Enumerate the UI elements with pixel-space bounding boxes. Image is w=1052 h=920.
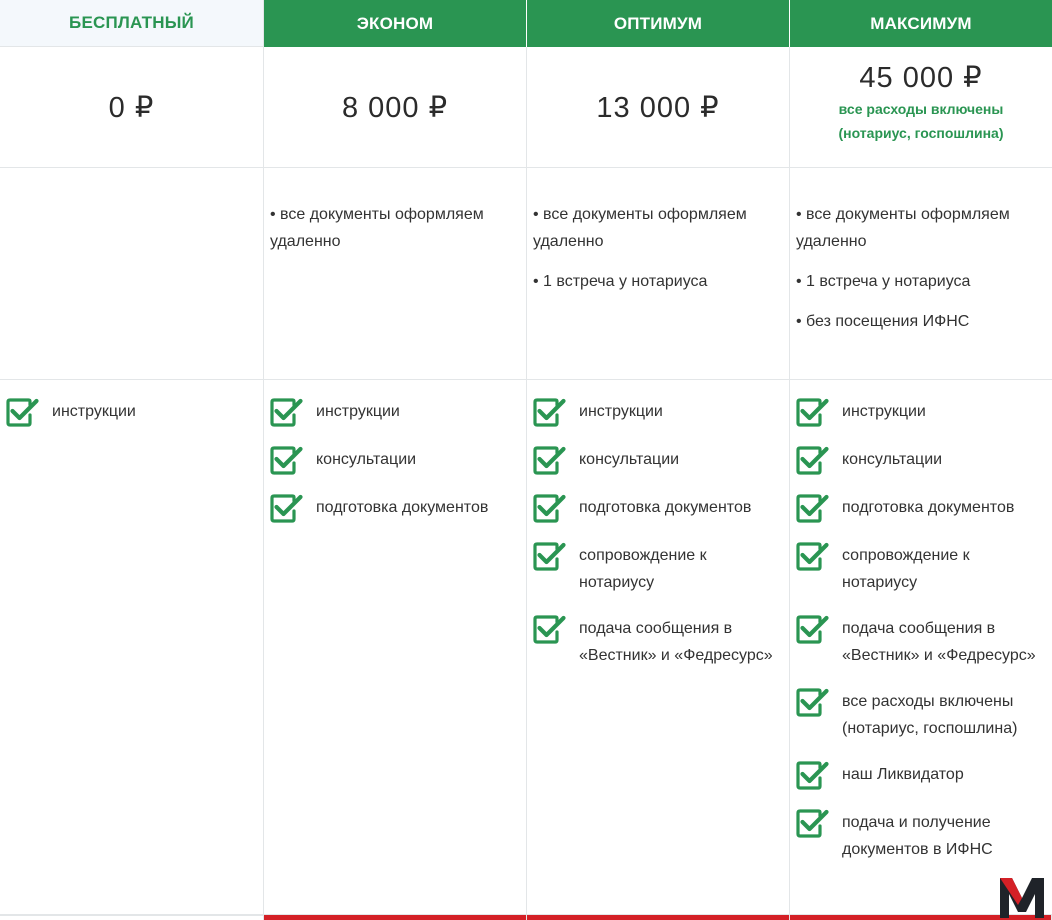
checkbox-check-icon xyxy=(6,398,39,427)
plan-name: МАКСИМУМ xyxy=(870,13,972,33)
price-cell-maximum xyxy=(790,47,1052,168)
feature-label: инструкции xyxy=(316,403,400,420)
checkbox-check-icon xyxy=(796,398,829,427)
plan-header-optimum xyxy=(527,0,790,47)
bullets-cell xyxy=(790,168,1052,380)
checkbox-check-icon xyxy=(796,494,829,523)
feature-item xyxy=(796,446,1046,475)
checkbox-check-icon xyxy=(796,688,829,717)
feature-item xyxy=(796,809,1046,863)
bottom-strip xyxy=(264,915,527,920)
checkbox-check-icon xyxy=(796,542,829,571)
price-note-line: все расходы включены xyxy=(838,101,1004,117)
feature-item xyxy=(796,542,1046,596)
plan-price: 8 000 ₽ xyxy=(341,91,449,124)
checkbox-check-icon xyxy=(533,542,566,571)
feature-item xyxy=(533,446,783,475)
plan-bullet: • все документы оформляем удаленно xyxy=(270,206,484,250)
feature-label: сопровождение к нотариусу xyxy=(842,547,970,591)
plan-name: БЕСПЛАТНЫЙ xyxy=(69,13,194,32)
checkbox-check-icon xyxy=(796,809,829,838)
bullets-cell xyxy=(264,168,527,380)
plan-bullet: • все документы оформляем удаленно xyxy=(796,206,1010,250)
plan-name: ЭКОНОМ xyxy=(356,13,434,33)
checkbox-check-icon xyxy=(533,615,566,644)
feature-label: консультации xyxy=(842,451,943,468)
feature-label: подготовка документов xyxy=(579,499,752,516)
feature-label: подготовка документов xyxy=(316,499,489,516)
checkbox-check-icon xyxy=(270,446,303,475)
checkbox-check-icon xyxy=(270,398,303,427)
checkbox-check-icon xyxy=(533,398,566,427)
feature-label: подача и получение документов в ИФНС xyxy=(842,814,993,858)
features-cell xyxy=(0,380,264,915)
bullets-cell xyxy=(0,168,264,380)
price-cell-free xyxy=(0,47,264,168)
feature-item xyxy=(533,494,783,523)
feature-label: консультации xyxy=(316,451,417,468)
price-cell-econom xyxy=(264,47,527,168)
price-note xyxy=(838,97,1003,145)
plan-price: 13 000 ₽ xyxy=(596,91,720,124)
features-cell xyxy=(264,380,527,915)
feature-label: все расходы включены (нотариус, госпошлина) xyxy=(842,693,1018,737)
feature-item xyxy=(270,494,520,523)
feature-label: наш Ликвидатор xyxy=(842,766,964,783)
checkbox-check-icon xyxy=(796,446,829,475)
feature-label: подача сообщения в «Вестник» и «Федресурс» xyxy=(842,620,1036,664)
feature-label: подготовка документов xyxy=(842,499,1015,516)
plan-bullet: • 1 встреча у нотариуса xyxy=(533,273,708,290)
plan-name: ОПТИМУМ xyxy=(613,13,703,33)
feature-item xyxy=(270,446,520,475)
plan-header-econom xyxy=(264,0,527,47)
plan-header-maximum xyxy=(790,0,1052,47)
feature-label: инструкции xyxy=(52,403,136,420)
checkbox-check-icon xyxy=(533,494,566,523)
feature-label: инструкции xyxy=(842,403,926,420)
feature-item xyxy=(796,615,1046,669)
features-cell xyxy=(790,380,1052,915)
feature-item xyxy=(796,398,1046,427)
feature-item xyxy=(270,398,520,427)
feature-item xyxy=(533,542,783,596)
checkbox-check-icon xyxy=(796,615,829,644)
price-cell-optimum xyxy=(527,47,790,168)
bottom-strip xyxy=(527,915,790,920)
feature-item xyxy=(533,398,783,427)
plan-header-free xyxy=(0,0,264,47)
bullets-cell xyxy=(527,168,790,380)
feature-item xyxy=(796,494,1046,523)
price-note-line: (нотариус, госпошлина) xyxy=(838,125,1004,141)
plan-price: 0 ₽ xyxy=(108,91,155,124)
checkbox-check-icon xyxy=(270,494,303,523)
feature-item xyxy=(533,615,783,669)
feature-item xyxy=(796,761,1046,790)
m-logo-icon xyxy=(996,872,1048,920)
feature-label: инструкции xyxy=(579,403,663,420)
feature-label: сопровождение к нотариусу xyxy=(579,547,707,591)
plan-bullet: • без посещения ИФНС xyxy=(796,313,970,330)
bottom-strip xyxy=(0,915,264,920)
feature-label: консультации xyxy=(579,451,680,468)
features-cell xyxy=(527,380,790,915)
checkbox-check-icon xyxy=(533,446,566,475)
feature-item xyxy=(796,688,1046,742)
plan-bullet: • все документы оформляем удаленно xyxy=(533,206,747,250)
feature-item xyxy=(6,398,257,427)
checkbox-check-icon xyxy=(796,761,829,790)
plan-bullet: • 1 встреча у нотариуса xyxy=(796,273,971,290)
plan-price: 45 000 ₽ xyxy=(859,62,983,94)
feature-label: подача сообщения в «Вестник» и «Федресурс» xyxy=(579,620,773,664)
